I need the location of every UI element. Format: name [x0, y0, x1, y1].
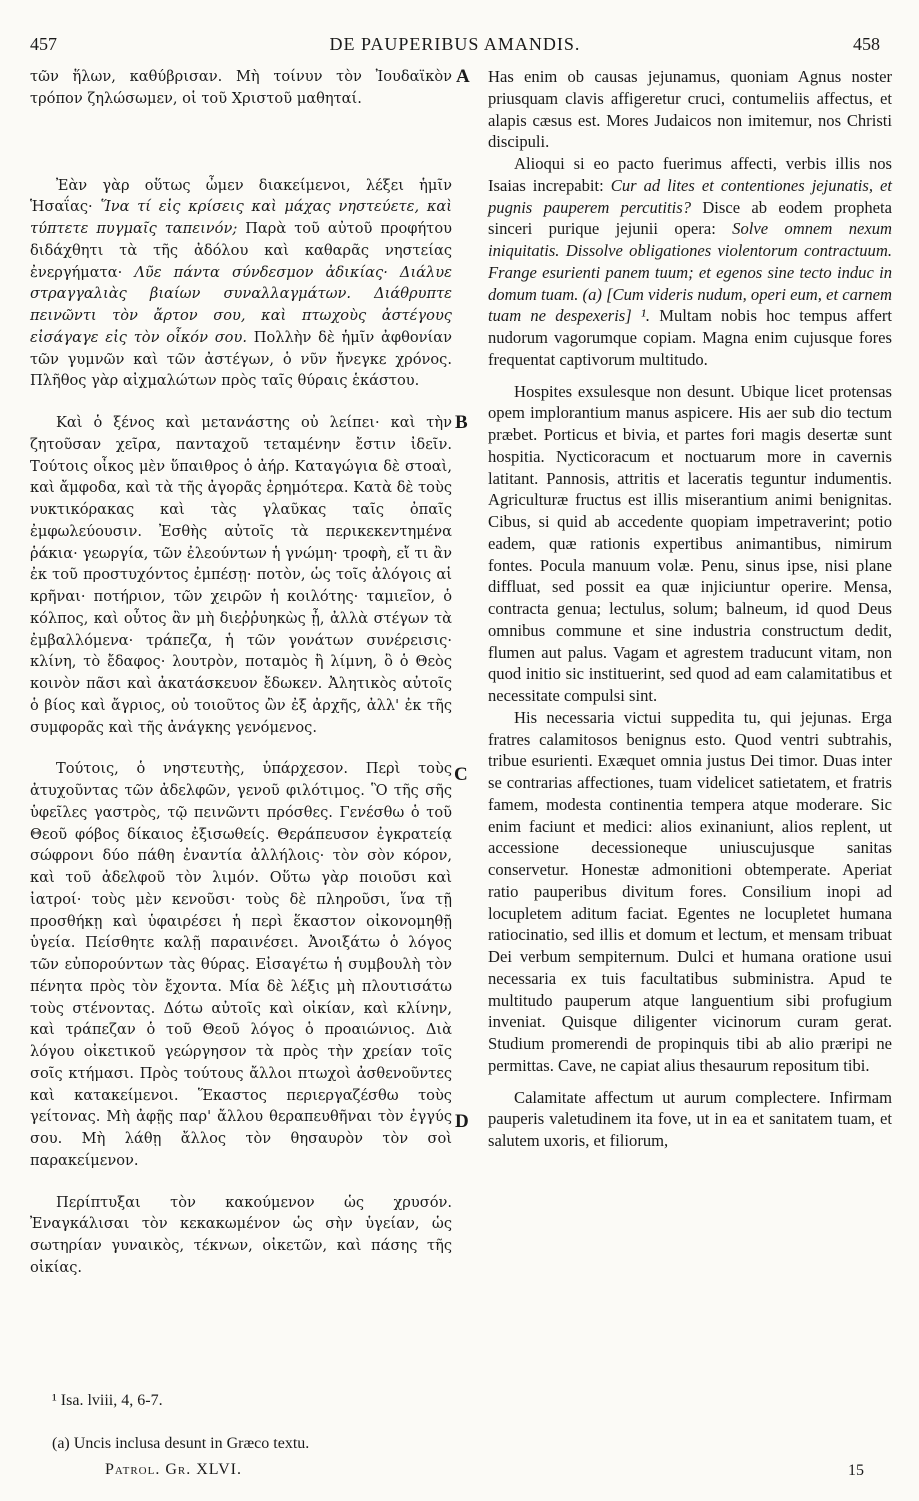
latin-quotation: Cur ad lites et contentiones jejunatis, et pugnis pauperem percutitis? [488, 175, 892, 217]
greek-paragraph-3: Καὶ ὁ ξένος καὶ μετανάστης οὐ λείπει· καὶ τὴν ζητοῦσαν χεῖρα, πανταχοῦ τεταμένην ἔστιν ἰδεῖν. Τούτοις οἶκος μὲν ὕπαιθρος ὁ ἀήρ. Καταγώγια δὲ στοαὶ, καὶ ἄμφοδα, καὶ τὰ τῆς ἀγορᾶς ἐρημότερα. Κατὰ δὲ τοὺς νυκτικόρακας καὶ τὰς γλαῦκας ταῖς ὀπαῖς ἐμφωλεύουσιν. Ἐσθὴς αὐτοῖς τὰ περικεκεντημένα ῥάκια· γεωργία, τῶν ἐλεούντων ἡ γνώμη· τροφὴ, εἴ τι ἂν ἐκ τοῦ προστυχόντος ἐμπέσῃ· ποτὸν, ὡς τοῖς ἀλόγοις αἱ κρῆναι· ποτήριον, τῶν χειρῶν ἡ κοιλότης· ταμιεῖον, ὁ κόλπος, καὶ οὗτος ἂν μὴ διεῤῥυηκὼς ᾖ, ἀλλὰ στέγων τὰ ἐμβαλλόμενα· τράπεζα, ἡ τῶν γονάτων συνέρεισις· κλίνη, τὸ ἔδαφος· λουτρὸν, ποταμὸς ἢ λίμνη, ὃ ὁ Θεὸς κοινὸν πᾶσι καὶ ἀκατάσκευον ἔδωκεν. Ἀλητικὸς αὐτοῖς ὁ βίος καὶ ἄγριος, οὐ τοιοῦτος ὢν ἐξ ἀρχῆς, ἀλλ' ἐκ τῆς συμφορᾶς καὶ τῆς ἀνάγκης γενόμενος. [30, 414, 452, 736]
latin-paragraph-2 [488, 153, 892, 371]
greek-text: Ἐὰν γὰρ οὕτως ὦμεν διακείμενοι, λέξει ἡμῖν Ἡσαΐας· [30, 176, 452, 216]
greek-paragraph-4: Τούτοις, ὁ νηστευτὴς, ὑπάρχεσον. Περὶ τοὺς ἀτυχοῦντας τῶν ἀδελφῶν, γενοῦ φιλότιμος. Ὃ τῆς σῆς ὑφεῖλες γαστρὸς, τῷ πεινῶντι πρόσθες. Γενέσθω ὁ τοῦ Θεοῦ φόβος δίκαιος ἐξισωθείς. Θεράπευσον ἐγκρατείᾳ σώφρονι δύο πάθη ἐναντία ἀλλήλοις· τὸν σὸν κόρον, καὶ τοῦ ἀδελφοῦ τὸν λιμόν. Οὕτω γὰρ ποιοῦσι καὶ ἰατροί· τοὺς μὲν κενοῦσι· τοὺς δὲ πληροῦσι, ἵνα τῇ προσθήκῃ καὶ ὑφαιρέσει ἡ περὶ ἕκαστον οἰκονομηθῇ ὑγεία. Πείσθητε καλῇ παραινέσει. Ἀνοιξάτω ὁ λόγος τῶν εὐπορούντων τὰς θύρας. Εἰσαγέτω ἡ συμβουλὴ τὸν πένητα πρὸς τὸν ἔχοντα. Μία δὲ λέξις μὴ πλουτισάτω τοὺς στένοντας. Δότω αὐτοῖς καὶ οἰκίαν, καὶ κλίνην, καὶ τράπεζαν ὁ τοῦ Θεοῦ λόγος ὁ προαιώνιος. Διὰ λόγου οἰκετικοῦ γεώργησον τὰ πρὸς τὴν χρείαν τοῖς σοῖς κτήμασι. Πρὸς τούτους ἄλλοι πτωχοὶ ἀσθενοῦντες καὶ κατακείμενοι. Ἕκαστος περιεργαζέσθω τοὺς γείτονας. Μὴ ἀφῇς παρ' ἄλλου θεραπευθῆναι τὸν ἐγγύς σου. Μὴ λάθῃ ἄλλος τὸν θησαυρὸν τὸν σοὶ παρακείμενον. [30, 760, 452, 1169]
greek-text: Πολλὴν δὲ ἡμῖν ἀφθονίαν τῶν γυμνῶν καὶ τῶν ἀστέγων, ὁ νῦν ἤνεγκε χρόνος. Πλῆθος γὰρ αἰχμαλώτων πρὸς ταῖς θύραις ἑκάστου. [30, 328, 453, 390]
latin-paragraph-4: His necessaria victui suppedita tu, qui jejunas. Erga fratres calamitosos benignus esto. Quod ventri subtrahis, tribue esurienti. Exæquet omnia justus Dei timor. Duas inter se contrarias affectiones, tuam videlicet satietatem, et fratris famem, modesta continentia tempera atque moderare. Sic enim faciunt et medici: alios exinaniunt, alios replent, ut accessione decessioneque uniuscujusque sanitas conservetur. Honestæ admonitioni obtemperate. Aperiat ratio pauperibus divitum fores. Consilium inopi ad locupletem aditum faciat. Egentes ne locupletet humana ratiocinatio, sed illis et domum et lectum, et mensam tribuat Dei verbum sempiternum. Dulci et humana oratione usui necessaria ex tuis facultatibus subministra. Apud te multitudo pauperum atque languentium sibi profugium inveniat. Quisque diligenter vicinorum curam gerat. Studium promerendi de propinquis tibi ab alio præripi ne permittas. Cave, ne capiat alius thesaurum repositum tibi. [488, 707, 892, 1075]
footnote-1: ¹ Isa. lviii, 4, 6-7. [52, 1392, 163, 1409]
greek-text: Παρὰ τοῦ αὐτοῦ προφήτου διδάχθητι τὰ τῆς ἀδόλου καὶ καθαρᾶς νηστείας ἐνεργήματα· [30, 220, 452, 281]
greek-quotation: Ἵνα τί εἰς κρίσεις καὶ μάχας νηστεύετε, καὶ τύπτετε πυγμαῖς ταπεινόν; [30, 198, 452, 237]
margin-marker-b: B [455, 412, 468, 433]
page-header [30, 34, 880, 56]
left-page-number: 457 [30, 34, 57, 54]
greek-paragraph-1: τῶν ἥλων, καθύβρισαν. Μὴ τοίνυν τὸν Ἰουδαϊκὸν τρόπον ζηλώσωμεν, οἱ τοῦ Χριστοῦ μαθηταί. [30, 68, 452, 107]
greek-paragraph-2 [30, 175, 452, 393]
margin-marker-a: A [456, 66, 470, 87]
running-title: DE PAUPERIBUS AMANDIS. [329, 34, 581, 54]
greek-quotation: Λῦε πάντα σύνδεσμον ἀδικίας· Διάλυε στραγγαλιὰς βιαίων συναλλαγμάτων. Διάθρυπτε πεινῶντι τὸν ἄρτον σου, καὶ πτωχοὺς ἀστέγους εἰσάγαγε εἰς τὸν οἶκόν σου. [30, 263, 452, 346]
footnote-2: (a) Uncis inclusa desunt in Græco textu. [52, 1435, 310, 1452]
latin-paragraph-3: Hospites exsulesque non desunt. Ubique licet protensas opem implorantium manus aspicere. His aer sub dio tectum præbet. Porticus et bivia, et partes fori magis desertæ sunt hospitia. Nycticoracum et noctuarum more in cavernis latitant. Pannosis, attritis et laceratis teguntur indumentis. Agriculturæ fructus est illis miserantium animi benignitas. Cibus, si quid ab accedente quopiam impetraverint; potio eadem, quæ rationis expertibus animantibus, nimirum fontes. Pocula manuum volæ. Penu, sinus ipse, nisi plane diffluat, sed possit ea quæ injiciuntur operire. Mensa, contracta genua; lectulus, solum; balneum, id quod Deus omnibus commune et sine industria constructum dedit, flumen aut palus. Vagam et agrestem traducunt vitam, non quod initio sic instituerint, sed quod ad eam calamitatibus et necessitate compulsi sint. [488, 381, 892, 705]
latin-quotation: Solve omnem nexum iniquitatis. Dissolve obligationes violentorum contractuum. Frange esurienti panem tuum; et egenos sine tecto induc in domum tuam. (a) [Cum videris nudum, operi eum, et carnem tuam ne despexeris] ¹. [488, 219, 893, 326]
latin-paragraph-1: Has enim ob causas jejunamus, quoniam Agnus noster priusquam clavis affigeretur cruci, contumeliis affectus, et alapis cæsus est. Mores Judaicos non imitemur, nos Christi discipuli. [488, 67, 892, 152]
latin-text: Multam nobis hoc tempus affert nudorum vagorumque copiam. Magna enim cujusque fores frequentat captivorum multitudo. [488, 306, 892, 369]
latin-paragraph-5: Calamitate affectum ut aurum complectere. Infirmam pauperis valetudinem ita fove, ut in ea et sanitatem tuam, et salutem uxoris, et filiorum, [488, 1087, 892, 1150]
right-page-number: 458 [853, 34, 880, 54]
latin-text: Disce ab eodem propheta sinceri purique jejunii opera: [488, 197, 892, 239]
signature-mark: Patrol. Gr. XLVI. [105, 1461, 242, 1478]
latin-column [488, 66, 892, 1152]
latin-text: Alioqui si eo pacto fuerimus affecti, verbis illis nos Isaias increpabit: [488, 154, 892, 195]
margin-marker-c: C [454, 764, 468, 785]
greek-paragraph-5: Περίπτυξαι τὸν κακούμενον ὡς χρυσόν. Ἐναγκάλισαι τὸν κεκακωμένον ὡς σὴν ὑγείαν, ὡς σωτηρίαν γυναικὸς, τέκνων, οἰκετῶν, καὶ πάσης τῆς οἰκίας. [30, 1193, 452, 1276]
margin-marker-d: D [455, 1111, 469, 1132]
greek-column [30, 66, 452, 1279]
footer-page-number: 15 [848, 1462, 864, 1479]
